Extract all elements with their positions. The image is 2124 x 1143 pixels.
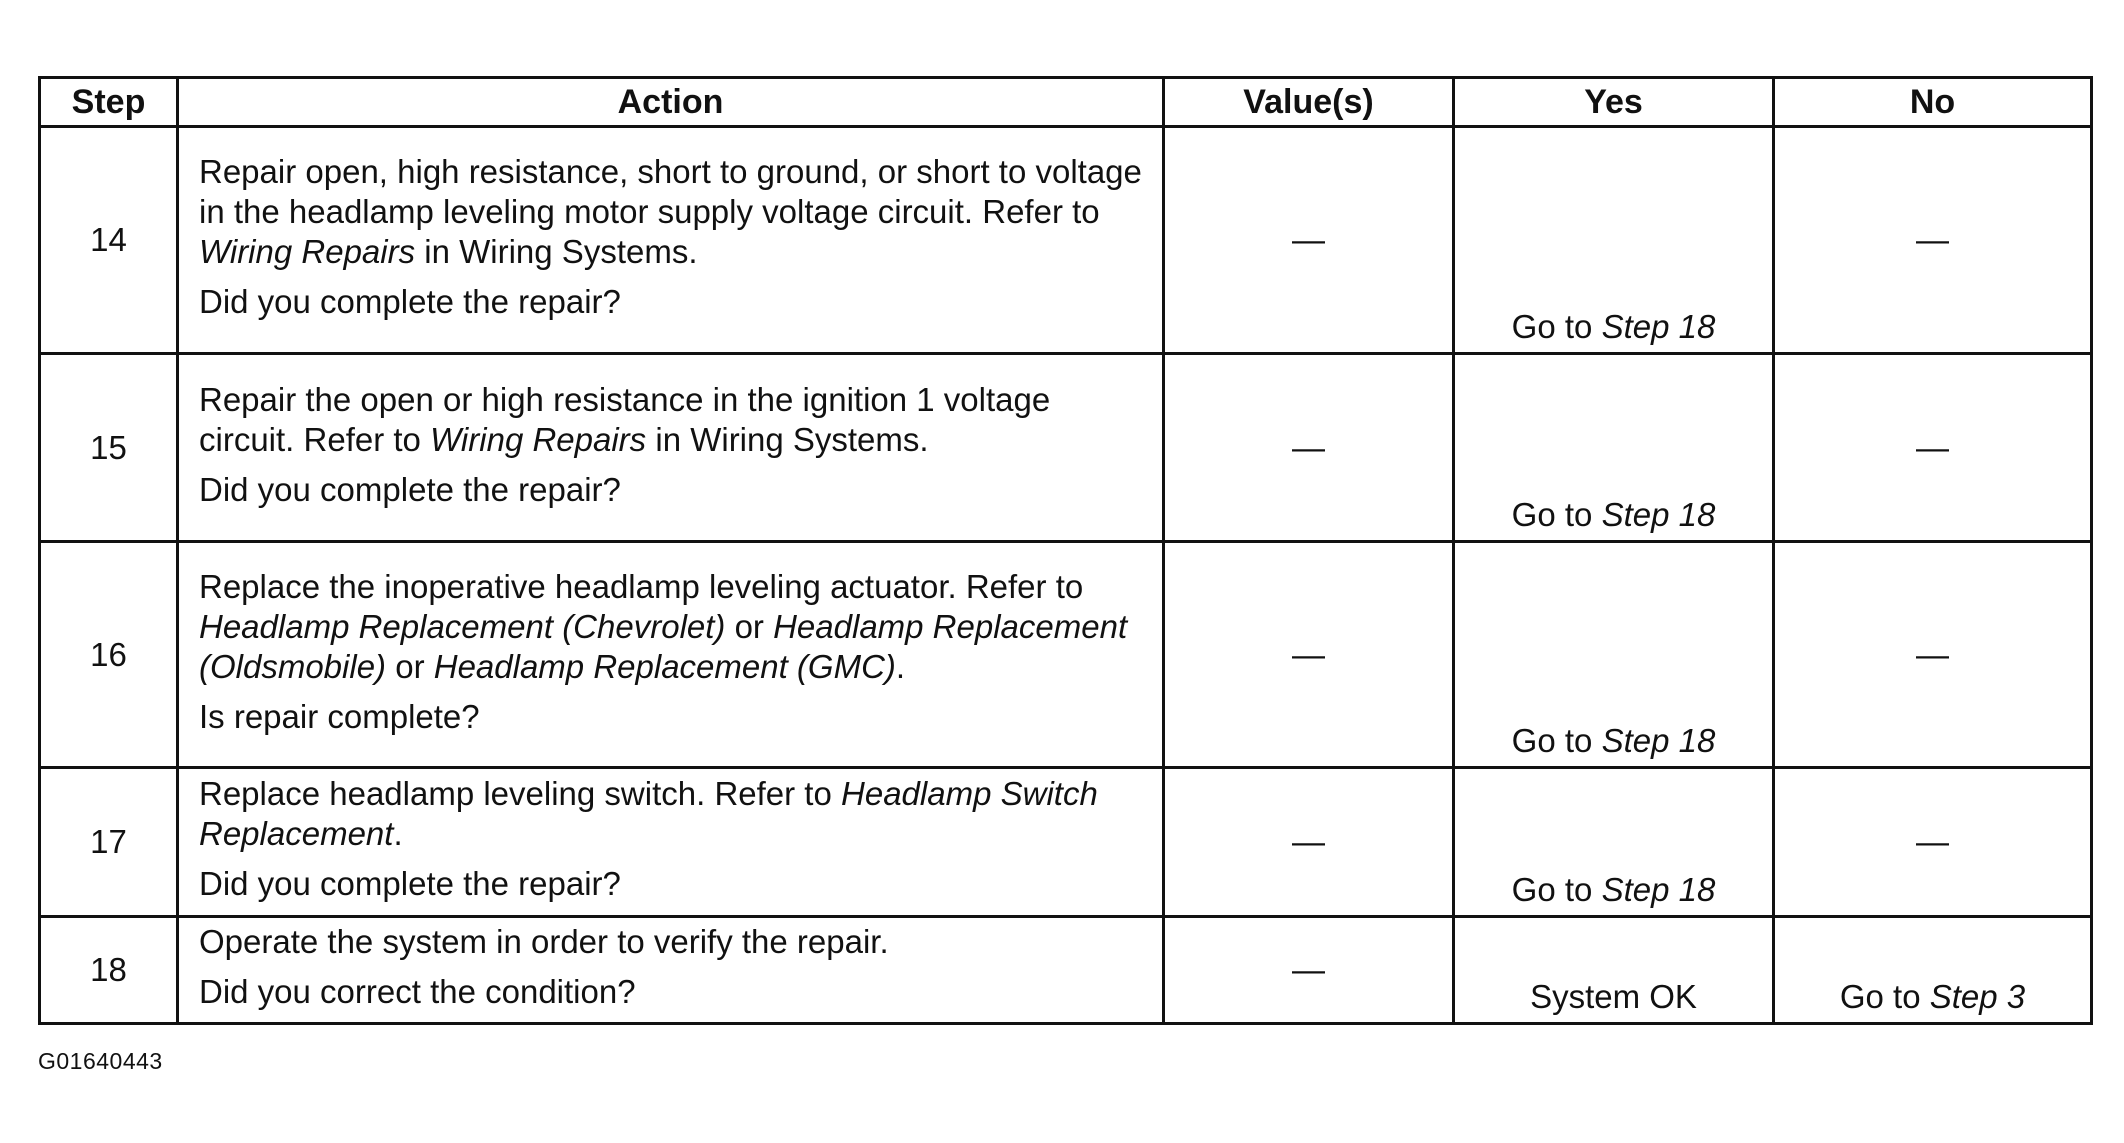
header-yes: Yes xyxy=(1454,78,1774,127)
action-italic-text: Wiring Repairs xyxy=(430,420,647,458)
figure-id: G01640443 xyxy=(38,1048,163,1074)
yes-text: Go to xyxy=(1511,496,1602,533)
yes-italic-text: Step 18 xyxy=(1601,871,1716,908)
table-row xyxy=(40,354,2092,542)
values-cell: — xyxy=(1164,917,1454,1024)
action-instruction xyxy=(199,152,1146,272)
step-number: 14 xyxy=(40,127,178,354)
diagnostic-table xyxy=(38,76,2093,1025)
no-text: — xyxy=(1916,635,1949,673)
action-text: or xyxy=(386,647,434,685)
step-number: 15 xyxy=(40,354,178,542)
step-number: 16 xyxy=(40,542,178,768)
action-italic-text: Headlamp Replacement (Chevrolet) xyxy=(199,607,726,645)
values-cell: — xyxy=(1164,127,1454,354)
values-cell: — xyxy=(1164,768,1454,917)
action-instruction xyxy=(199,567,1146,687)
action-instruction xyxy=(199,774,1146,854)
action-italic-text: Wiring Repairs xyxy=(199,233,416,270)
yes-result xyxy=(1454,768,1774,917)
no-result xyxy=(1774,542,2092,768)
action-cell xyxy=(178,542,1164,768)
no-text: — xyxy=(1916,428,1949,466)
yes-result xyxy=(1454,917,1774,1024)
no-result xyxy=(1774,917,2092,1024)
action-cell xyxy=(178,917,1164,1024)
action-text: in Wiring Systems. xyxy=(415,233,698,270)
yes-result xyxy=(1454,127,1774,354)
yes-text: System OK xyxy=(1530,978,1697,1015)
yes-italic-text: Step 18 xyxy=(1601,496,1716,533)
action-text: Repair open, high resistance, short to ground, or short to voltage in the headlamp leveling motor supply voltage circuit. Refer to xyxy=(199,153,1142,230)
header-row xyxy=(40,78,2092,127)
action-cell xyxy=(178,768,1164,917)
no-text: Go to xyxy=(1839,978,1930,1015)
yes-result xyxy=(1454,542,1774,768)
no-result xyxy=(1774,127,2092,354)
action-instruction xyxy=(199,380,1146,460)
action-question: Is repair complete? xyxy=(199,697,480,735)
header-step: Step xyxy=(40,78,178,127)
action-italic-text: Headlamp Switch Replacement xyxy=(199,775,1098,852)
no-result xyxy=(1774,768,2092,917)
action-question: Did you complete the repair? xyxy=(199,470,621,508)
values-cell: — xyxy=(1164,354,1454,542)
action-text: Operate the system in order to verify the repair. xyxy=(199,923,889,960)
action-text: Replace headlamp leveling switch. Refer to xyxy=(199,775,842,812)
action-question: Did you complete the repair? xyxy=(199,865,621,902)
header-action: Action xyxy=(178,78,1164,127)
yes-italic-text: Step 18 xyxy=(1601,722,1716,759)
action-text: Repair the open or high resistance in the ignition 1 voltage circuit. Refer to xyxy=(199,380,1051,458)
no-text: — xyxy=(1916,221,1949,258)
table-row xyxy=(40,768,2092,917)
action-question: Did you complete the repair? xyxy=(199,283,621,320)
no-italic-text: Step 3 xyxy=(1929,978,2026,1015)
yes-text: Go to xyxy=(1511,722,1602,759)
step-number: 17 xyxy=(40,768,178,917)
header-values: Value(s) xyxy=(1164,78,1454,127)
table-row xyxy=(40,542,2092,768)
action-text: . xyxy=(895,647,906,685)
action-italic-text: Headlamp Replacement (GMC) xyxy=(433,647,896,685)
step-number: 18 xyxy=(40,917,178,1024)
action-text: Replace the inoperative headlamp leveling actuator. Refer to xyxy=(199,567,1084,605)
table-row xyxy=(40,127,2092,354)
table-body xyxy=(40,127,2092,1024)
action-cell xyxy=(178,127,1164,354)
action-text: in Wiring Systems. xyxy=(646,420,929,458)
action-cell xyxy=(178,354,1164,542)
no-text: — xyxy=(1916,823,1949,860)
action-question: Did you correct the condition? xyxy=(199,973,636,1010)
header-no: No xyxy=(1774,78,2092,127)
action-text: or xyxy=(725,607,774,645)
table-row xyxy=(40,917,2092,1024)
yes-italic-text: Step 18 xyxy=(1601,308,1716,345)
action-italic-text: Headlamp Replacement (Oldsmobile) xyxy=(199,607,1128,685)
action-text: . xyxy=(393,815,403,852)
values-cell: — xyxy=(1164,542,1454,768)
yes-text: Go to xyxy=(1511,871,1602,908)
yes-text: Go to xyxy=(1511,308,1602,345)
action-instruction xyxy=(199,922,1146,962)
no-result xyxy=(1774,354,2092,542)
yes-result xyxy=(1454,354,1774,542)
